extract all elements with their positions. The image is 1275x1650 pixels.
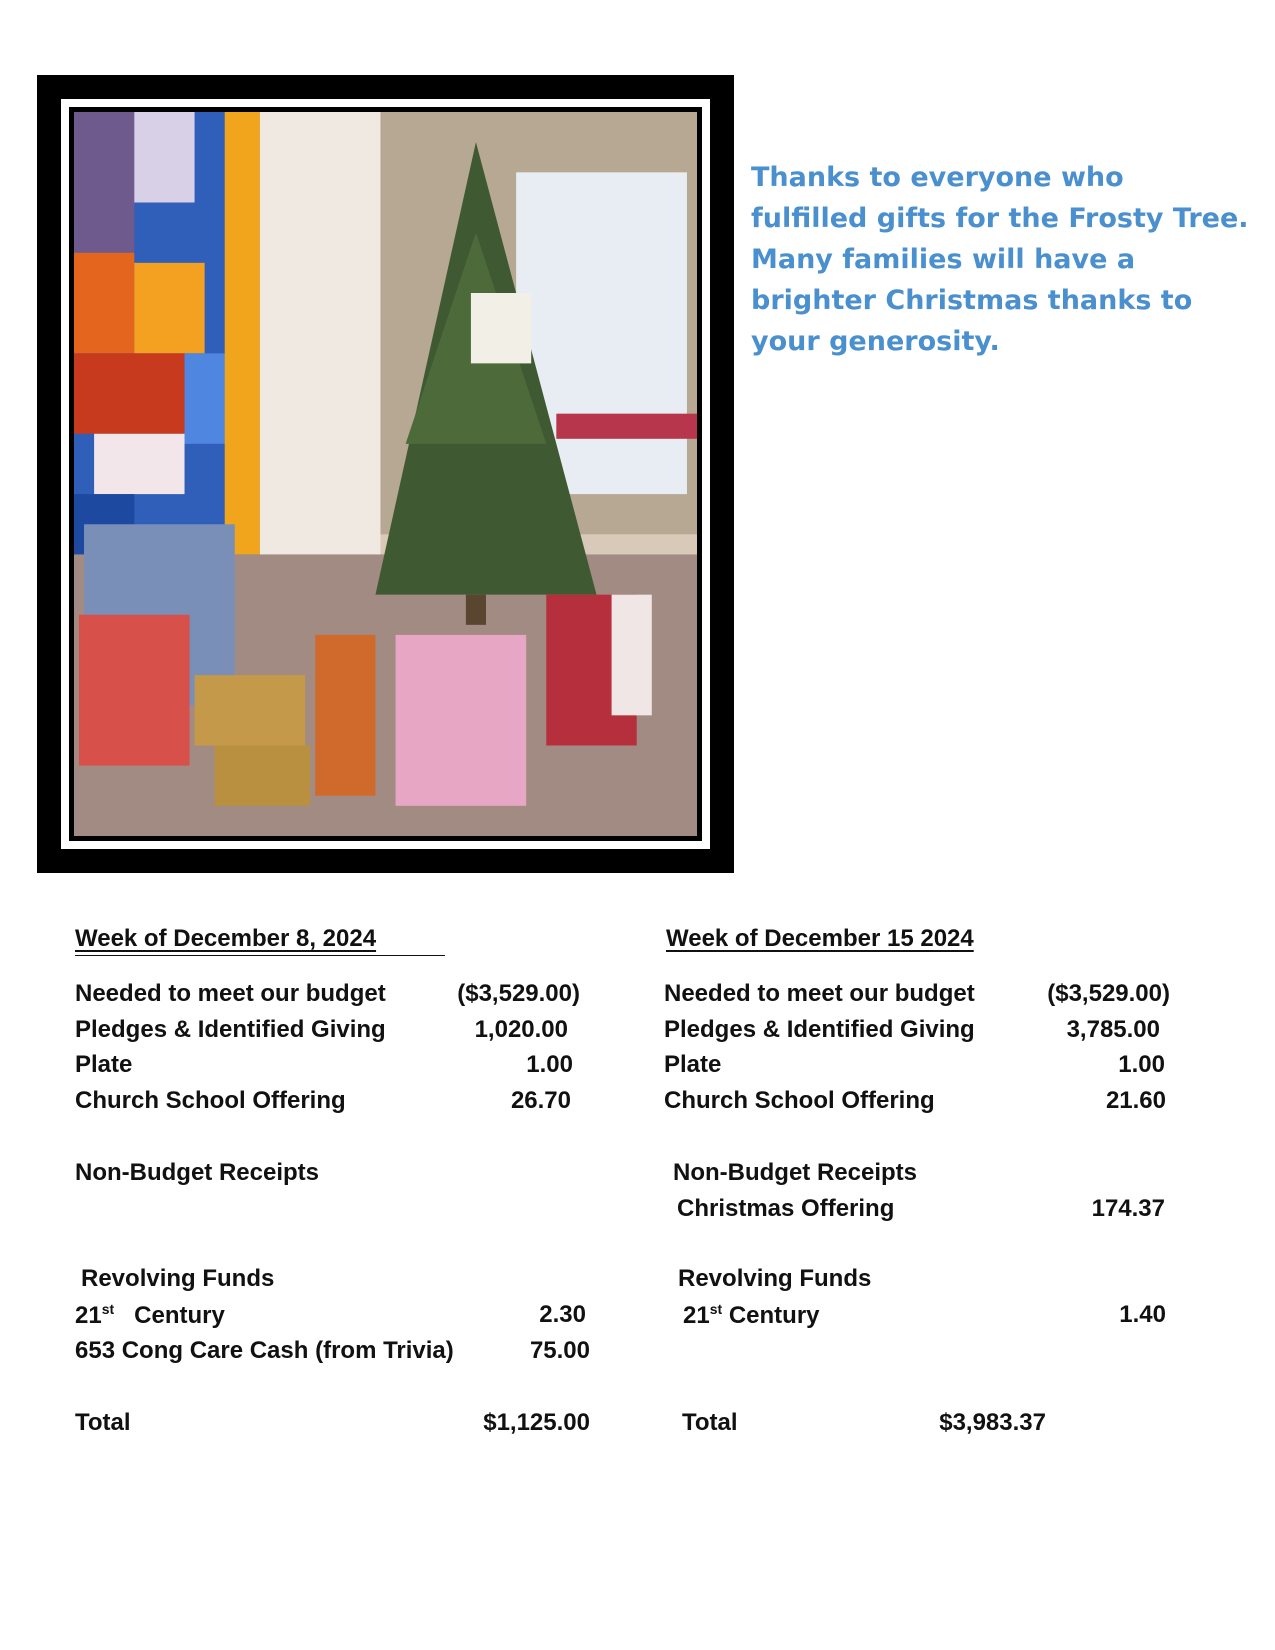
week2-century-value: 1.40 <box>1119 1301 1166 1328</box>
week1-century-value: 2.30 <box>539 1301 586 1328</box>
week1-pledges-label: Pledges & Identified Giving <box>75 1016 386 1043</box>
week2-plate-label: Plate <box>664 1051 722 1078</box>
week2-total-value: $3,983.37 <box>939 1409 1046 1436</box>
week1-budget-label: Needed to meet our budget <box>75 980 386 1007</box>
message-line: brighter Christmas thanks to <box>751 285 1193 316</box>
thank-you-message <box>751 157 1249 362</box>
week1-total-label: Total <box>75 1409 131 1436</box>
week1-revolving-label: Revolving Funds <box>81 1265 275 1292</box>
week2-total-label: Total <box>682 1409 738 1436</box>
week2-plate-value: 1.00 <box>1118 1051 1165 1078</box>
week1-church-school-value: 26.70 <box>510 1087 571 1114</box>
week1-century-label: 21st Century <box>75 1301 225 1329</box>
week2-church-school-value: 21.60 <box>1105 1087 1166 1114</box>
week1-plate-label: Plate <box>75 1051 133 1078</box>
stained-glass-window <box>74 112 380 554</box>
week1-heading-underline <box>75 955 445 956</box>
week2-christmas-label: Christmas Offering <box>677 1195 895 1222</box>
christmas-tree-photo <box>74 112 697 836</box>
week1-cong-care-label: 653 Cong Care Cash (from Trivia) <box>75 1337 454 1364</box>
week2-non-budget-label: Non-Budget Receipts <box>673 1159 918 1186</box>
photo-frame <box>37 75 734 873</box>
message-line: Thanks to everyone who <box>751 162 1124 193</box>
message-line: fulfilled gifts for the Frosty Tree. <box>751 203 1249 234</box>
week1-non-budget-label: Non-Budget Receipts <box>75 1159 320 1186</box>
week2-pledges-label: Pledges & Identified Giving <box>664 1016 975 1043</box>
week1-budget-value: ($3,529.00) <box>457 980 580 1007</box>
week1-plate-value: 1.00 <box>526 1051 573 1078</box>
week2-revolving-label: Revolving Funds <box>678 1265 872 1292</box>
week2-budget-label: Needed to meet our budget <box>664 980 975 1007</box>
week1-heading: Week of December 8, 2024 <box>75 925 377 952</box>
week2-budget-value: ($3,529.00) <box>1047 980 1170 1007</box>
week2-century-label: 21st Century <box>683 1301 820 1329</box>
week2-church-school-label: Church School Offering <box>664 1087 935 1114</box>
week2-christmas-value: 174.37 <box>1091 1195 1165 1222</box>
message-line: Many families will have a <box>751 244 1136 275</box>
week2-pledges-value: 3,785.00 <box>1066 1016 1160 1043</box>
week1-church-school-label: Church School Offering <box>75 1087 346 1114</box>
week1-pledges-value: 1,020.00 <box>474 1016 568 1043</box>
week2-heading: Week of December 15 2024 <box>666 925 974 952</box>
week1-cong-care-value: 75.00 <box>529 1337 590 1364</box>
message-line: your generosity. <box>751 326 1000 357</box>
week1-total-value: $1,125.00 <box>483 1409 590 1436</box>
